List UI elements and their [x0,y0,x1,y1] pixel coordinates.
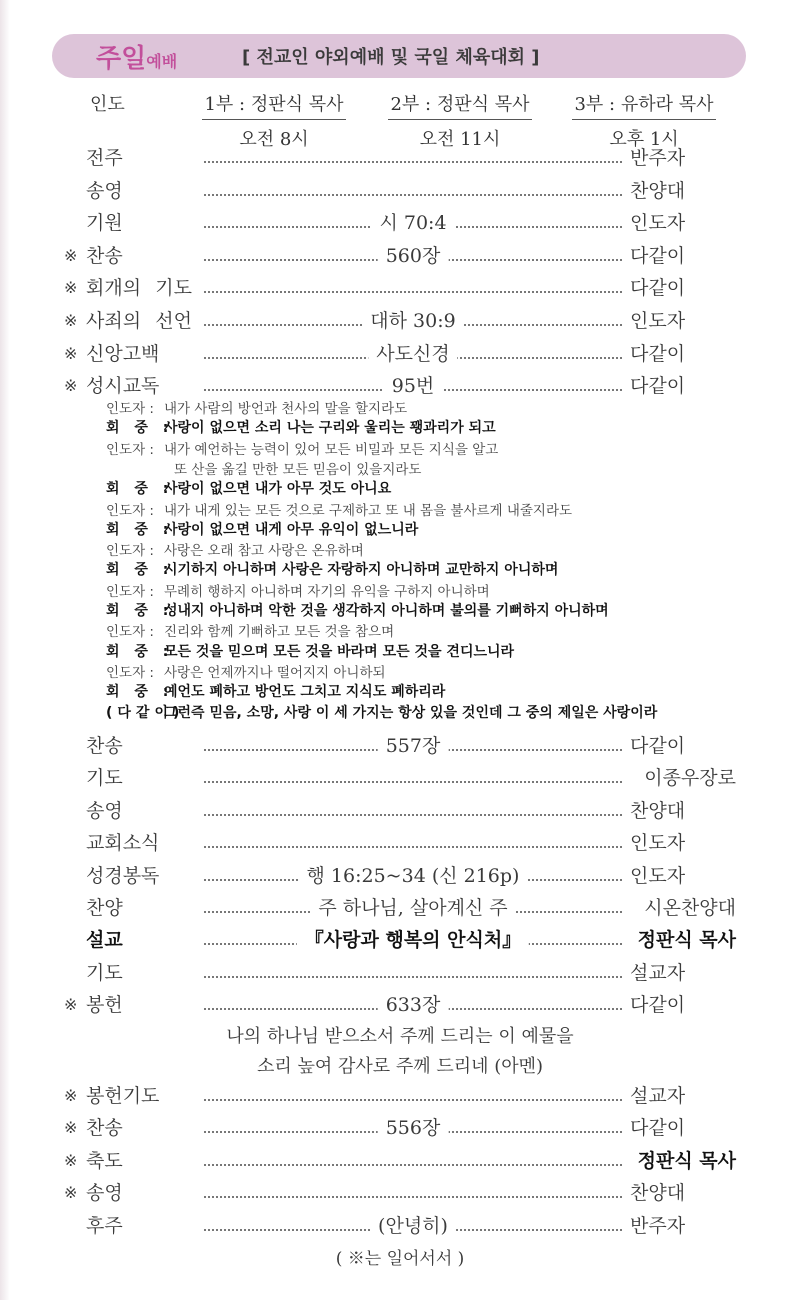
reading-speaker: 인도자 : [106,624,154,641]
dot-leader [204,860,622,892]
reading-text: 무례히 행하지 아니하며 자기의 유익을 구하지 아니하며 [164,583,490,600]
order-item-person: 다같이 [630,735,686,757]
order-item [0,762,800,794]
dot-leader [204,207,622,239]
order-item-person: 정판식 목사 [637,1149,736,1172]
reading-speaker: 인도자 : [106,543,154,560]
reading-line [106,519,418,539]
standing-mark: ※ [64,1086,78,1105]
order-item-person: 인도자 [630,832,686,855]
order-item-detail: 『사랑과 행복의 안식처』 [297,924,529,956]
order-item-label: 축도 [86,1149,123,1172]
order-item-label: 성경봉독 [86,864,160,887]
reading-line [106,661,386,681]
order-item-person: 다같이 [630,1117,686,1140]
dot-leader [204,762,622,794]
dot-leader [204,892,622,924]
reading-text: 내가 예언하는 능력이 있어 모든 비밀과 모든 지식을 알고 [164,441,499,458]
dot-leader [204,272,622,304]
order-item-detail: 560장 [378,240,449,272]
reading-speaker: 인도자 : [106,583,154,600]
order-item-person: 찬양대 [630,1182,686,1205]
dot-leader [204,1177,622,1209]
order-item [0,207,800,239]
order-item-detail: 주 하나님, 살아계신 주 [310,892,515,924]
reading-line [106,681,445,701]
reading-text: 사랑이 없으면 내가 아무 것도 아니요 [164,481,392,498]
reading-speaker: 회 중 : [106,562,174,579]
order-item-label: 설교 [86,929,123,952]
order-item-label: 송영 [86,1182,123,1205]
order-item-detail: 행 16:25~34 (신 216p) [299,860,528,892]
standing-mark: ※ [64,1150,78,1170]
reading-text: 모든 것을 믿으며 모든 것을 바라며 모든 것을 견디느니라 [164,643,515,660]
reading-line [106,397,407,417]
dot-leader [204,1112,622,1144]
order-item-label: 찬송 [86,244,123,267]
order-item-person: 다같이 [630,342,686,365]
order-item-person: 인도자 [630,310,686,332]
reading-line [106,600,609,620]
order-item-label: 사죄의 선언 [86,310,192,332]
dot-leader [204,730,622,762]
order-item-person: 시온찬양대 [644,897,736,919]
reading-speaker: 회 중 : [106,643,174,660]
standing-mark: ※ [64,311,78,330]
reading-speaker: 회 중 : [106,603,174,619]
order-item-person: 다같이 [630,244,686,267]
reading-speaker: 회 중 : [106,684,174,701]
service-subtitle: [ 전교인 야외예배 및 국일 체육대회 ] [242,47,540,68]
order-item-label: 회개의 기도 [86,277,192,300]
order-item-label: 찬송 [86,1117,123,1140]
reading-text: 사랑이 없으면 소리 나는 구리와 울리는 꽹과리가 되고 [164,420,496,437]
reading-text: 내가 내게 있는 모든 것으로 구제하고 또 내 몸을 불사르게 내줄지라도 [164,502,573,519]
order-item [0,892,800,924]
reading-text: 사랑은 언제까지나 떨어지지 아니하되 [164,664,386,681]
dot-leader [204,989,622,1021]
dot-leader [204,338,622,370]
order-item [0,795,800,827]
reading-line [106,702,657,722]
leader-label: 인도 [90,94,125,115]
order-item-person: 찬양대 [630,799,686,822]
order-item-label: 성시교독 [86,375,160,398]
order-item [0,827,800,859]
reading-speaker: 인도자 : [106,664,154,681]
reading-text: 또 산을 옮길 만한 모든 믿음이 있을지라도 [174,461,422,478]
dot-leader [204,142,622,174]
reading-line [106,438,498,458]
order-item-detail: (안녕히) [370,1210,456,1242]
order-item-person: 찬양대 [630,179,686,202]
dot-leader [204,1145,622,1177]
order-item-detail: 사도신경 [368,338,457,370]
reading-speaker: (다같이) [106,704,185,721]
reading-text: 진리와 함께 기뻐하고 모든 것을 참으며 [164,624,395,641]
order-item [0,989,800,1021]
order-item [0,1177,800,1209]
order-item-person: 다같이 [630,277,686,300]
order-item-person: 다같이 [630,994,686,1017]
order-item-person: 반주자 [630,147,686,169]
order-item-label: 기도 [86,767,123,790]
leader-part-1: 1부 : 정판식 목사 오전 8시 [196,90,352,151]
reading-speaker: 인도자 : [106,441,154,458]
order-item-person: 반주자 [630,1214,686,1237]
reading-line [106,499,572,519]
order-item [0,1080,800,1112]
dot-leader [204,240,622,272]
dot-leader [204,175,622,207]
order-item-label: 찬송 [86,735,123,757]
reading-line [106,620,394,640]
offering-song-line-2: 소리 높여 감사로 주께 드리네 (아멘) [256,1056,544,1077]
standing-note: ( ※는 일어서서 ) [335,1249,465,1269]
order-item-person: 인도자 [630,864,686,887]
order-item-person: 정판식 목사 [637,929,736,952]
reading-speaker: 회 중 : [106,521,174,538]
order-item [0,272,800,304]
order-item-label: 교회소식 [86,832,160,855]
reading-text: 시기하지 아니하며 사랑은 자랑하지 아니하며 교만하지 아니하며 [164,562,559,579]
order-item-person: 인도자 [630,212,686,235]
header-banner [52,34,746,78]
order-item-label: 전주 [86,147,123,169]
order-item [0,1210,800,1242]
order-item-label: 봉헌기도 [86,1085,160,1107]
standing-mark: ※ [64,1118,78,1138]
reading-speaker: 인도자 : [106,502,154,519]
order-item [0,730,800,762]
reading-text: 내가 사람의 방언과 천사의 말을 할지라도 [164,401,408,417]
reading-text: 사랑이 없으면 내게 아무 유익이 없느니라 [164,521,419,538]
reading-speaker: 회 중 : [106,420,174,437]
order-item-detail: 대하 30:9 [362,305,463,337]
reading-line [174,458,421,478]
order-item [0,305,800,337]
reading-text: 그런즉 믿음, 소망, 사랑 이 세 가지는 항상 있을 것인데 그 중의 제일은 사랑이라 [164,704,658,721]
dot-leader [204,827,622,859]
order-item [0,860,800,892]
order-item-person: 설교자 [630,1085,686,1107]
order-item-label: 송영 [86,799,123,822]
standing-mark: ※ [64,278,78,298]
reading-line [106,539,364,559]
order-item-label: 기도 [86,961,123,984]
standing-mark: ※ [64,995,78,1015]
order-item-label: 후주 [86,1214,123,1237]
order-item-label: 찬양 [86,897,123,919]
dot-leader [204,957,622,989]
order-item [0,957,800,989]
order-item [0,240,800,272]
order-item-label: 송영 [86,179,123,202]
reading-line [106,580,490,600]
order-item-person: 다같이 [630,375,686,398]
order-item-person: 설교자 [630,961,686,984]
order-item-label: 기원 [86,212,123,235]
order-item-detail: 시 70:4 [371,207,454,239]
dot-leader [204,924,622,956]
order-item [0,1112,800,1144]
reading-speaker: 인도자 : [106,401,154,417]
reading-line [106,559,558,579]
standing-mark: ※ [64,1183,78,1203]
dot-leader [204,795,622,827]
dot-leader [204,1080,622,1112]
order-item [0,924,800,956]
leader-part-3: 3부 : 유하라 목사 오후 1시 [564,90,724,151]
reading-line [106,478,391,498]
order-item [0,1145,800,1177]
reading-text: 사랑은 오래 참고 사랑은 온유하며 [164,543,364,560]
reading-speaker: 회 중 : [106,481,174,498]
order-item-detail: 557장 [378,730,449,762]
order-item-person: 이종우장로 [644,767,736,790]
leader-part-2: 2부 : 정판식 목사 오전 11시 [380,90,540,151]
reading-line [106,641,514,661]
reading-line [106,417,496,437]
order-item-label: 봉헌 [86,994,123,1017]
order-item [0,142,800,174]
order-item [0,175,800,207]
dot-leader [204,305,622,337]
order-item-detail: 556장 [378,1112,449,1144]
standing-mark: ※ [64,376,78,396]
order-item-detail: 95번 [384,370,443,402]
order-item-label: 신앙고백 [86,342,160,365]
reading-text: 예언도 폐하고 방언도 그치고 지식도 폐하리라 [164,684,446,701]
order-item [0,338,800,370]
standing-mark: ※ [64,245,78,265]
order-item-detail: 633장 [378,989,449,1021]
service-title: 주일예배 [96,44,178,74]
dot-leader [204,1210,622,1242]
standing-mark: ※ [64,343,78,363]
offering-song-line-1: 나의 하나님 받으소서 주께 드리는 이 예물을 [226,1026,574,1047]
reading-text: 성내지 아니하며 악한 것을 생각하지 아니하며 불의를 기뻐하지 아니하며 [164,603,609,619]
